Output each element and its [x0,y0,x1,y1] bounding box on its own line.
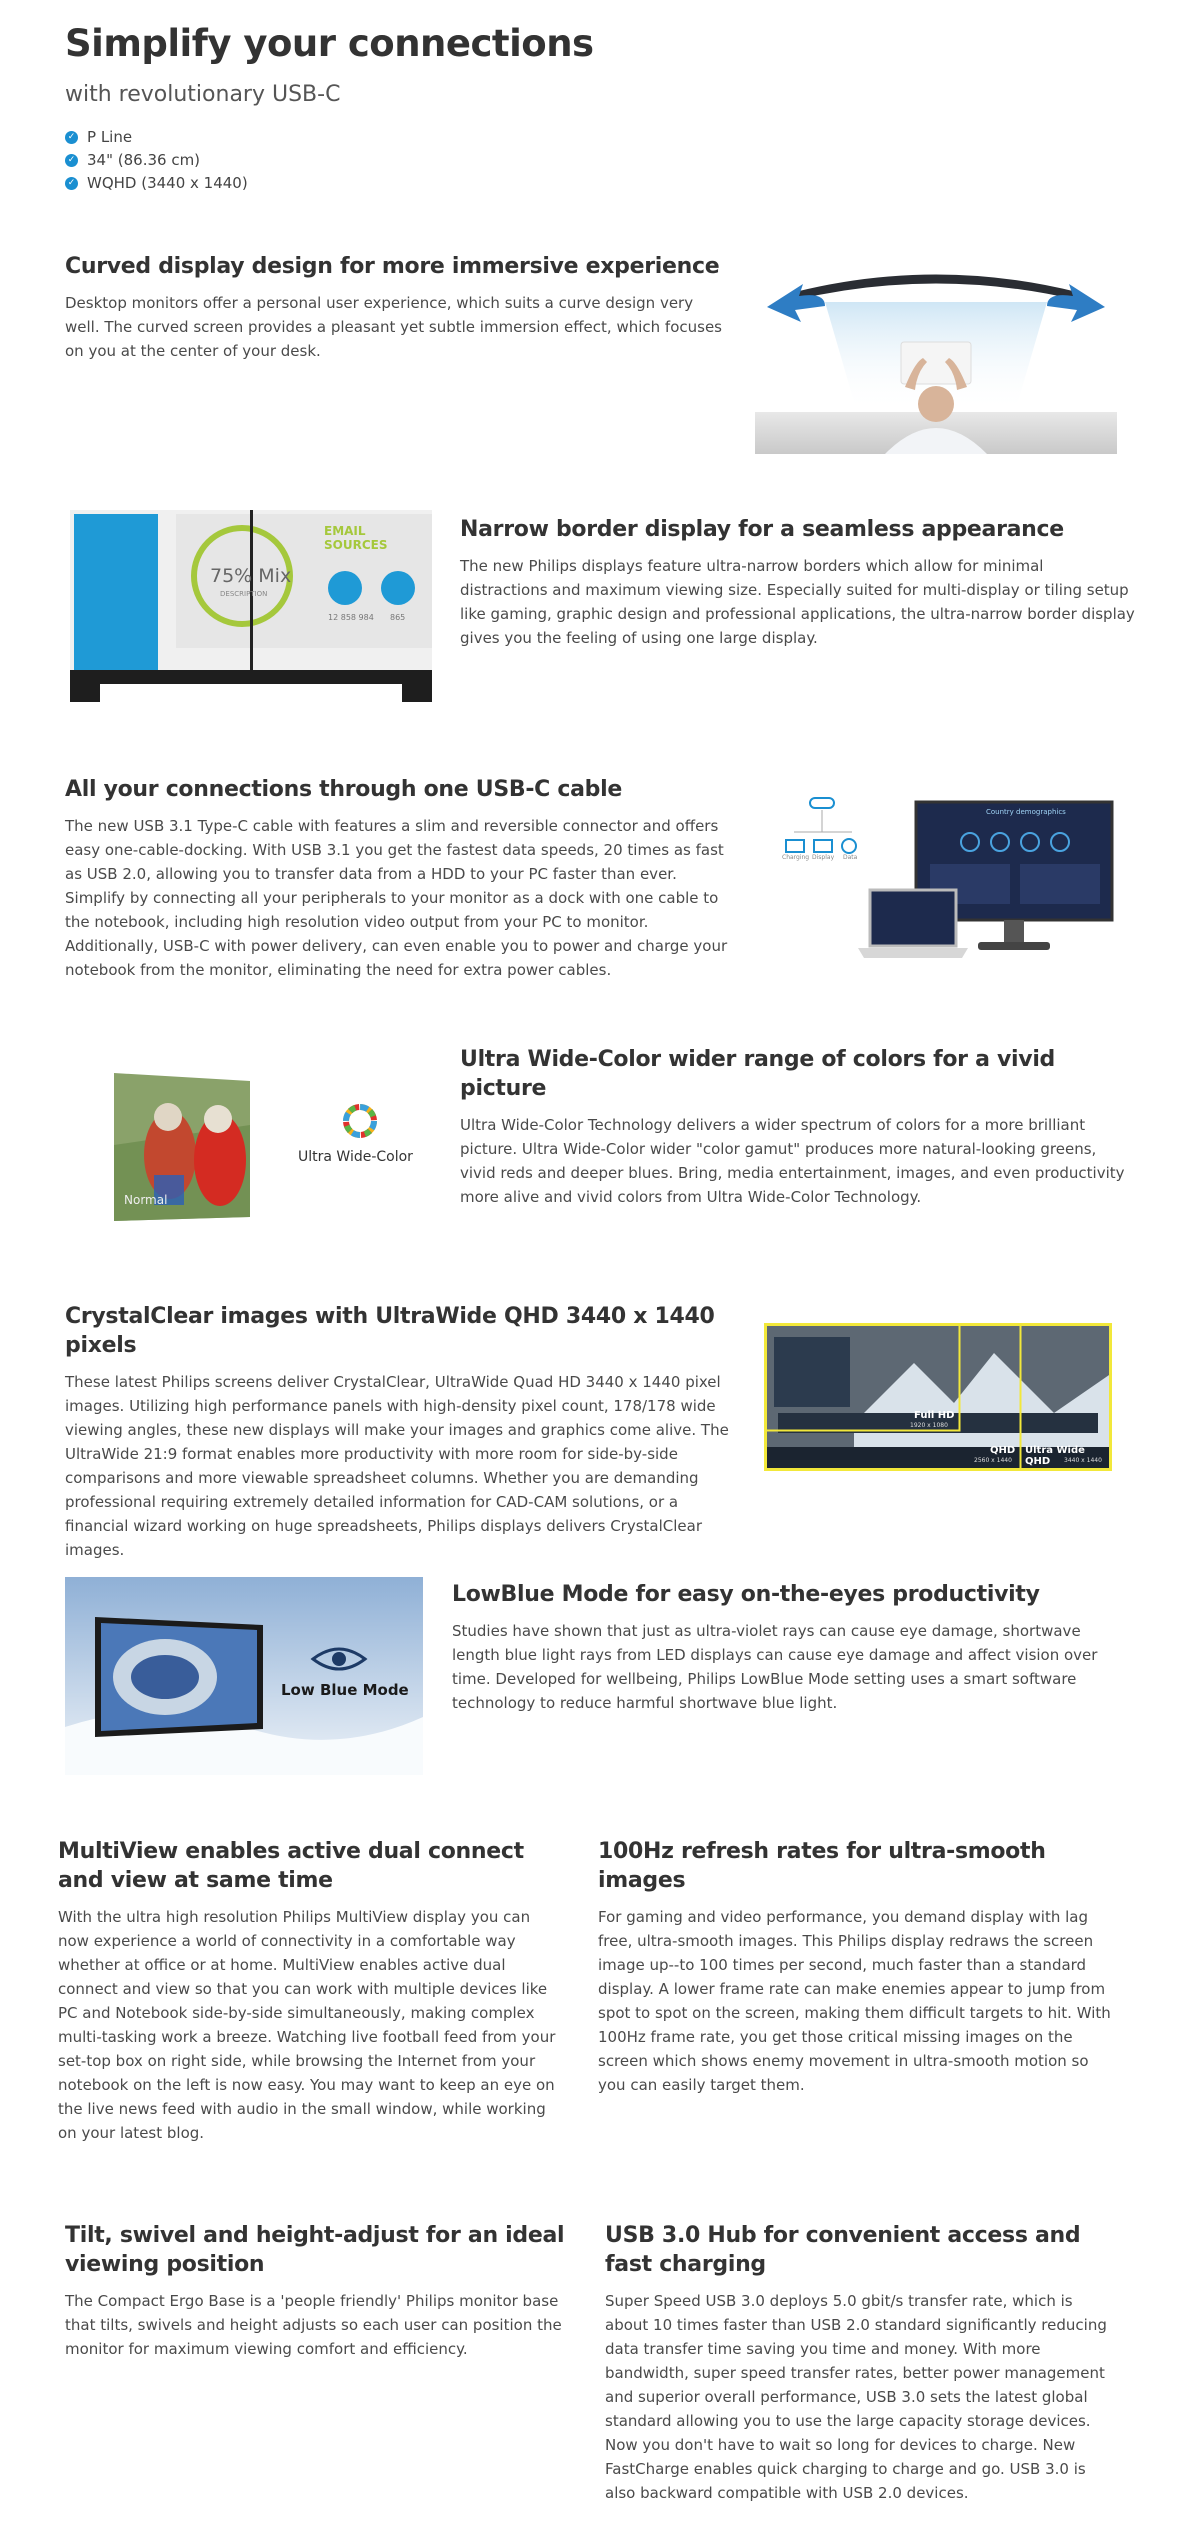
checkmark-icon: ✓ [65,154,78,167]
section-title: Ultra Wide-Color wider range of colors for a vivid picture [460,1047,1056,1101]
section-body: The new USB 3.1 Type-C cable with features a slim and reversible connector and offers easy one-cable-docking. With USB 3.1 you get the fastest data speeds, 20 times as fast as USB 2.0, allowing you to transfer data from a HDD to your PC faster than ever. Simplify by connecting all your peripherals to your monitor as a dock with one cable to the notebook, including high resolution video output from your PC to monitor. Additionally, USB-C with power delivery, can even enable you to power and charge your notebook from the monitor, eliminating the need for extra power cables. [65,817,728,979]
section-title: Narrow border display for a seamless appearance [460,517,1064,542]
section-body: With the ultra high resolution Philips MultiView display you can now experience a world of connectivity in a comfortable way whether at office or at home. MultiView enables active dual connect and view so that you can work with multiple devices like PC and Notebook side-by-side simultaneously, making complex multi-tasking work a breeze. Watching live football feed from your set-top box on right side, while browsing the Internet from your notebook on the left is now easy. You may want to keep an eye on the live news feed with audio in the small window, while working on your latest blog. [58,1908,556,2142]
section-crystalclear [65,1302,735,1562]
full-hd-label: Full HD [914,1410,955,1421]
usbc-connection-image [780,792,1120,972]
section-body: The Compact Ergo Base is a 'people friendly' Philips monitor base that tilts, swivels and height adjusts so each user can position the monitor for maximum viewing comfort and efficiency. [65,2292,562,2358]
ultra-wide-qhd-resolution: 3440 x 1440 [1064,1457,1102,1464]
spec-item [65,126,248,149]
ultra-wide-color-logo-text: Ultra Wide-Color [298,1149,413,1165]
qhd-resolution: 2560 x 1440 [974,1457,1012,1464]
narrow-border-image [70,510,432,710]
spec-label: WQHD (3440 x 1440) [87,174,248,192]
section-title: USB 3.0 Hub for convenient access and fast charging [605,2223,1081,2277]
section-title: LowBlue Mode for easy on-the-eyes productivity [452,1582,1040,1607]
section-curved [65,252,725,363]
section-usbc [65,775,735,982]
spec-item [65,172,248,195]
image-number: 12 858 984 [328,613,374,622]
image-heading: EMAIL SOURCES [324,524,388,552]
low-blue-mode-label: Low Blue Mode [281,1681,409,1699]
section-tilt [65,2221,570,2361]
image-center-text: 75% Mix [210,565,292,587]
lowblue-image [65,1577,423,1775]
section-multiview [58,1837,563,2145]
checkmark-icon: ✓ [65,131,78,144]
section-body: The new Philips displays feature ultra-narrow borders which allow for minimal distractions and maximum viewing size. Especially suited for multi-display or tiling setup like gaming, graphic design and professional applications, the ultra-narrow border display gives you the feeling of using one large display. [460,557,1135,647]
page-title: Simplify your connections [65,22,594,65]
spec-item [65,149,248,172]
section-narrow [460,515,1135,650]
curved-monitor-image [755,262,1117,454]
icon-label: Charging [782,854,810,861]
wide-color-image [110,1065,430,1235]
image-center-sub: DESCRIPTION [220,590,268,598]
section-refresh [598,1837,1118,2097]
section-body: For gaming and video performance, you demand display with lag free, ultra-smooth images. This Philips display redraws the screen image up--to 100 times per second, much faster than a standard display. A lower frame rate can make enemies appear to jump from spot to spot on the screen, making them difficult targets to hit. With 100Hz frame rate, you get those critical missing images on the screen which shows enemy movement in ultra-smooth motion so you can easily target them. [598,1908,1111,2094]
section-body: Desktop monitors offer a personal user experience, which suits a curve design very well. The curved screen provides a pleasant yet subtle immersion effect, which focuses on you at the center of your desk. [65,294,722,360]
qhd-label: QHD [990,1445,1016,1456]
section-title: All your connections through one USB-C cable [65,777,622,802]
ultra-wide-qhd-label: Ultra Wide QHD [1025,1445,1085,1467]
spec-list [65,126,248,195]
image-number: 865 [390,613,406,622]
section-body: Studies have shown that just as ultra-violet rays can cause eye damage, shortwave length blue light rays from LED displays can cause eye damage and affect vision over time. Developed for wellbeing, Philips LowBlue Mode setting uses a smart software technology to reduce harmful shortwave blue light. [452,1622,1098,1712]
crystalclear-resolution-image [764,1323,1112,1471]
section-widecolor [460,1045,1135,1209]
full-hd-resolution: 1920 x 1080 [910,1422,948,1429]
section-body: Super Speed USB 3.0 deploys 5.0 gbit/s transfer rate, which is about 10 times faster than USB 2.0 standard significantly reducing data transfer time saving you time and money. With more bandwidth, super speed transfer rates, better power management and superior overall performance, USB 3.0 sets the latest global standard allowing you to use the large capacity storage devices. Now you don't have to wait so long for devices to charge. New FastCharge enables quick charging to charge and go. USB 3.0 is also backward compatible with USB 2.0 devices. [605,2292,1107,2502]
section-title: MultiView enables active dual connect and view at same time [58,1839,524,1893]
checkmark-icon: ✓ [65,177,78,190]
section-body: Ultra Wide-Color Technology delivers a wider spectrum of colors for a more brilliant picture. Ultra Wide-Color wider "color gamut" produces more natural-looking greens, vivid reds and deeper blues. Bring, media entertainment, images, and even productivity more alive and vivid colors from Ultra Wide-Color Technology. [460,1116,1125,1206]
screen-title: Country demographics [986,808,1066,816]
section-title: CrystalClear images with UltraWide QHD 3440 x 1440 pixels [65,1304,715,1358]
icon-label: Data [843,854,858,861]
section-body: These latest Philips screens deliver CrystalClear, UltraWide Quad HD 3440 x 1440 pixel images. Utilizing high performance panels with high-density pixel count, 178/178 wide viewing angles, these new displays will make your images and graphics come alive. The UltraWide 21:9 format enables more productivity with more room for side-by-side comparisons and more viewable spreadsheet columns. Whether you are demanding professional requiring extremely detailed information for CAD-CAM solutions, or a financial wizard working on huge spreadsheets, Philips displays delivers CrystalClear images. [65,1373,729,1559]
section-title: 100Hz refresh rates for ultra-smooth images [598,1839,1046,1893]
icon-label: Display [812,854,835,861]
spec-label: P Line [87,128,133,146]
section-title: Tilt, swivel and height-adjust for an ideal viewing position [65,2223,565,2277]
section-lowblue [452,1580,1122,1715]
normal-label: Normal [124,1193,168,1207]
page-subtitle: with revolutionary USB-C [65,82,341,107]
spec-label: 34" (86.36 cm) [87,151,201,169]
section-usb3 [605,2221,1120,2505]
section-title: Curved display design for more immersive experience [65,254,720,279]
